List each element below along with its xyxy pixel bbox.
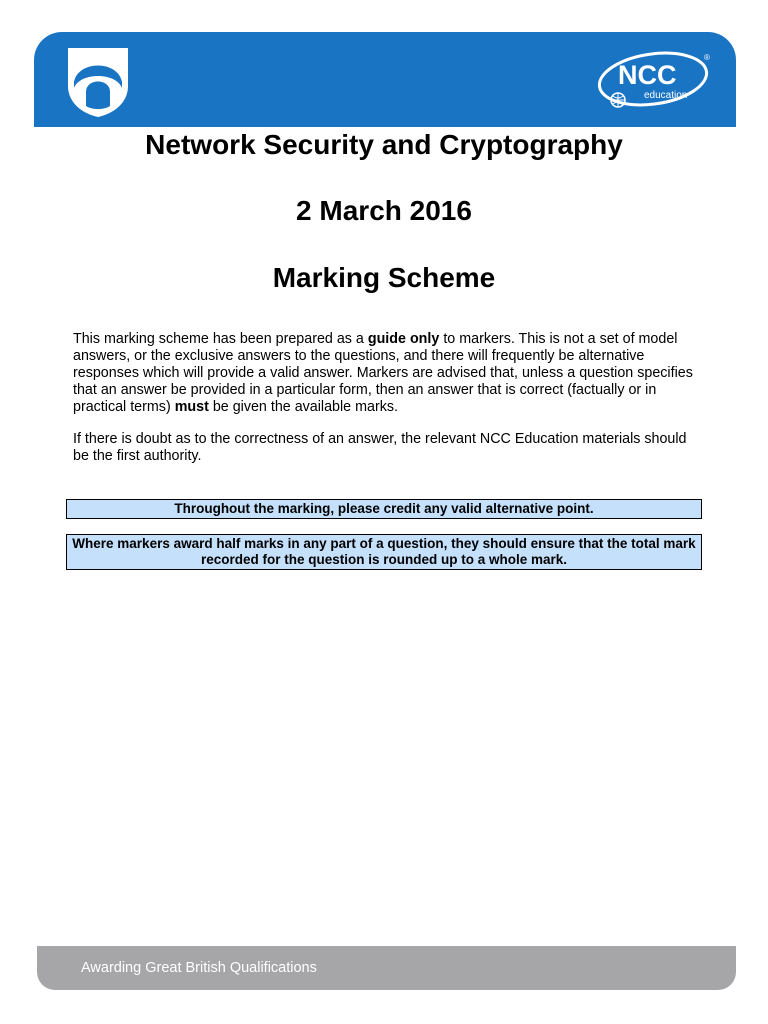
logo-text: NCC xyxy=(618,60,677,90)
registered-mark: ® xyxy=(704,53,710,62)
document-date: 2 March 2016 xyxy=(296,195,472,226)
document-title: Network Security and Cryptography xyxy=(145,129,623,160)
university-shield-icon xyxy=(66,46,130,118)
alternative-point-note: Throughout the marking, please credit any valid alternative point. xyxy=(66,499,702,519)
logo-subtext: education xyxy=(644,90,688,101)
ncc-education-logo xyxy=(596,48,714,114)
footer-tagline: Awarding Great British Qualifications xyxy=(81,960,317,976)
intro-paragraph: This marking scheme has been prepared as a guide only to markers. This is not a set of model answers, or the exclusive answers to the questions, and there will frequently be alternative responses which will provide a valid answer. Markers are advised that, unless a question specifies that an answer be provided in a particular form, then an answer that is correct (factually or in practical terms) must be given the available marks. xyxy=(73,331,693,415)
document-subtitle: Marking Scheme xyxy=(272,262,496,293)
header-band xyxy=(34,32,736,127)
half-marks-note: Where markers award half marks in any part of a question, they should ensure that the total mark recorded for the question is rounded up to a whole mark. xyxy=(66,534,702,570)
footer-band xyxy=(37,946,736,990)
authority-paragraph: If there is doubt as to the correctness of an answer, the relevant NCC Education materials should be the first authority. xyxy=(73,431,687,464)
